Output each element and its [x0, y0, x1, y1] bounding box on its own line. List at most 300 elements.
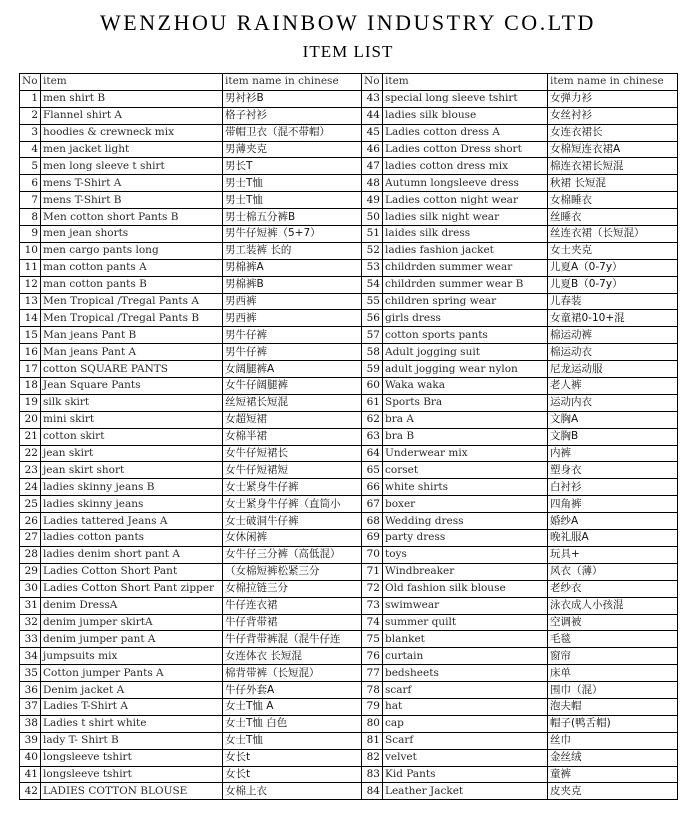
left-chinese-name-cell: 男士T恤	[223, 175, 362, 192]
header-chinese-right: item name in chinese	[548, 74, 678, 91]
right-item-name-cell: bra B	[383, 428, 548, 445]
left-number-cell: 11	[20, 259, 41, 276]
left-number-cell: 14	[20, 310, 41, 327]
right-number-cell: 44	[362, 107, 383, 124]
table-row	[20, 563, 678, 580]
table-row	[20, 546, 678, 563]
right-chinese-name-cell: 秋裙 长短混	[548, 175, 678, 192]
left-number-cell: 27	[20, 530, 41, 547]
right-chinese-name-cell: 金丝绒	[548, 749, 678, 766]
left-number-cell: 15	[20, 327, 41, 344]
left-number-cell: 10	[20, 242, 41, 259]
right-number-cell: 51	[362, 226, 383, 243]
right-chinese-name-cell: 玩具+	[548, 546, 678, 563]
right-number-cell: 55	[362, 293, 383, 310]
left-number-cell: 41	[20, 766, 41, 783]
left-item-name-cell: Men Tropical /Tregal Pants A	[41, 293, 223, 310]
right-number-cell: 62	[362, 411, 383, 428]
left-item-name-cell: men shirt B	[41, 90, 223, 107]
right-number-cell: 76	[362, 648, 383, 665]
left-number-cell: 32	[20, 614, 41, 631]
table-row	[20, 682, 678, 699]
right-item-name-cell: Wedding dress	[383, 513, 548, 530]
left-chinese-name-cell: 男衬衫B	[223, 90, 362, 107]
left-item-name-cell: ladies cotton pants	[41, 530, 223, 547]
right-item-name-cell: Ladies cotton night wear	[383, 192, 548, 209]
left-chinese-name-cell: 女牛仔短裙长	[223, 445, 362, 462]
left-item-name-cell: Man jeans Pant A	[41, 344, 223, 361]
left-chinese-name-cell: 女牛仔阔腿裤	[223, 378, 362, 395]
right-item-name-cell: ladies silk blouse	[383, 107, 548, 124]
left-item-name-cell: longsleeve tshirt	[41, 749, 223, 766]
right-chinese-name-cell: 皮夹克	[548, 783, 678, 800]
left-chinese-name-cell: 女士紧身牛仔裤（直筒小	[223, 496, 362, 513]
left-item-name-cell: ladies skinny jeans	[41, 496, 223, 513]
right-chinese-name-cell: 棉连衣裙长短混	[548, 158, 678, 175]
left-chinese-name-cell: 男士T恤	[223, 192, 362, 209]
left-chinese-name-cell: 牛仔外套A	[223, 682, 362, 699]
right-number-cell: 54	[362, 276, 383, 293]
right-item-name-cell: cotton sports pants	[383, 327, 548, 344]
left-item-name-cell: Jean Square Pants	[41, 378, 223, 395]
left-chinese-name-cell: 男士棉五分裤B	[223, 209, 362, 226]
left-chinese-name-cell: （女棉短裤松紧三分	[223, 563, 362, 580]
right-number-cell: 81	[362, 732, 383, 749]
left-chinese-name-cell: 女连体衣 长短混	[223, 648, 362, 665]
left-item-name-cell: Ladies t shirt white	[41, 715, 223, 732]
table-row	[20, 766, 678, 783]
right-number-cell: 57	[362, 327, 383, 344]
left-item-name-cell: men long sleeve t shirt	[41, 158, 223, 175]
right-chinese-name-cell: 儿夏B（0-7y）	[548, 276, 678, 293]
right-chinese-name-cell: 女弹力衫	[548, 90, 678, 107]
right-number-cell: 67	[362, 496, 383, 513]
right-chinese-name-cell: 尼龙运动服	[548, 361, 678, 378]
table-row	[20, 631, 678, 648]
left-number-cell: 17	[20, 361, 41, 378]
document-subtitle: ITEM LIST	[302, 42, 394, 61]
right-number-cell: 69	[362, 530, 383, 547]
left-item-name-cell: denim jumper skirtA	[41, 614, 223, 631]
table-row	[20, 749, 678, 766]
right-chinese-name-cell: 窗帘	[548, 648, 678, 665]
left-item-name-cell: Flannel shirt A	[41, 107, 223, 124]
left-chinese-name-cell: 女士T恤	[223, 732, 362, 749]
left-item-name-cell: Ladies tattered Jeans A	[41, 513, 223, 530]
right-item-name-cell: Waka waka	[383, 378, 548, 395]
left-chinese-name-cell: 女棉半裙	[223, 428, 362, 445]
left-item-name-cell: jean skirt short	[41, 462, 223, 479]
table-row	[20, 141, 678, 158]
right-number-cell: 52	[362, 242, 383, 259]
left-item-name-cell: men jean shorts	[41, 226, 223, 243]
right-item-name-cell: ladies cotton dress mix	[383, 158, 548, 175]
left-chinese-name-cell: 女长t	[223, 749, 362, 766]
table-row	[20, 124, 678, 141]
right-chinese-name-cell: 女棉短连衣裙A	[548, 141, 678, 158]
left-number-cell: 35	[20, 665, 41, 682]
right-item-name-cell: summer quilt	[383, 614, 548, 631]
left-item-name-cell: man cotton pants B	[41, 276, 223, 293]
right-chinese-name-cell: 女连衣裙长	[548, 124, 678, 141]
right-item-name-cell: party dress	[383, 530, 548, 547]
right-item-name-cell: bedsheets	[383, 665, 548, 682]
right-chinese-name-cell: 塑身衣	[548, 462, 678, 479]
left-chinese-name-cell: 男牛仔裤	[223, 344, 362, 361]
right-number-cell: 65	[362, 462, 383, 479]
left-number-cell: 2	[20, 107, 41, 124]
left-number-cell: 19	[20, 394, 41, 411]
right-chinese-name-cell: 运动内衣	[548, 394, 678, 411]
table-row	[20, 344, 678, 361]
left-item-name-cell: Cotton jumper Pants A	[41, 665, 223, 682]
right-number-cell: 50	[362, 209, 383, 226]
right-number-cell: 70	[362, 546, 383, 563]
right-item-name-cell: Adult jogging suit	[383, 344, 548, 361]
left-item-name-cell: cotton SQUARE PANTS	[41, 361, 223, 378]
header-chinese-left: item name in chinese	[223, 74, 362, 91]
left-item-name-cell: longsleeve tshirt	[41, 766, 223, 783]
left-chinese-name-cell: 男牛仔短裤（5+7）	[223, 226, 362, 243]
table-row	[20, 445, 678, 462]
left-chinese-name-cell: 男长T	[223, 158, 362, 175]
right-item-name-cell: ladies fashion jacket	[383, 242, 548, 259]
left-number-cell: 16	[20, 344, 41, 361]
right-item-name-cell: laides silk dress	[383, 226, 548, 243]
left-number-cell: 28	[20, 546, 41, 563]
left-item-name-cell: cotton skirt	[41, 428, 223, 445]
left-number-cell: 21	[20, 428, 41, 445]
table-row	[20, 665, 678, 682]
right-item-name-cell: childrden summer wear	[383, 259, 548, 276]
table-row	[20, 259, 678, 276]
left-item-name-cell: hoodies & crewneck mix	[41, 124, 223, 141]
left-chinese-name-cell: 女士破洞牛仔裤	[223, 513, 362, 530]
left-number-cell: 4	[20, 141, 41, 158]
right-chinese-name-cell: 女棉睡衣	[548, 192, 678, 209]
right-item-name-cell: Ladies cotton dress A	[383, 124, 548, 141]
right-item-name-cell: hat	[383, 698, 548, 715]
left-item-name-cell: lady T- Shirt B	[41, 732, 223, 749]
left-number-cell: 3	[20, 124, 41, 141]
left-item-name-cell: men jacket light	[41, 141, 223, 158]
header-no-right: No	[362, 74, 383, 91]
right-number-cell: 61	[362, 394, 383, 411]
right-number-cell: 83	[362, 766, 383, 783]
right-chinese-name-cell: 老人裤	[548, 378, 678, 395]
left-number-cell: 34	[20, 648, 41, 665]
table-row	[20, 479, 678, 496]
right-item-name-cell: Scarf	[383, 732, 548, 749]
right-item-name-cell: children spring wear	[383, 293, 548, 310]
left-chinese-name-cell: 女棉上衣	[223, 783, 362, 800]
table-row	[20, 192, 678, 209]
left-number-cell: 1	[20, 90, 41, 107]
left-chinese-name-cell: 男工装裤 长的	[223, 242, 362, 259]
right-chinese-name-cell: 棉运动裤	[548, 327, 678, 344]
left-item-name-cell: mini skirt	[41, 411, 223, 428]
table-body	[20, 90, 678, 799]
right-number-cell: 84	[362, 783, 383, 800]
header-no-left: No	[20, 74, 41, 91]
right-item-name-cell: velvet	[383, 749, 548, 766]
left-number-cell: 9	[20, 226, 41, 243]
right-chinese-name-cell: 丝睡衣	[548, 209, 678, 226]
table-row	[20, 209, 678, 226]
table-row	[20, 614, 678, 631]
right-item-name-cell: adult jogging wear nylon	[383, 361, 548, 378]
left-item-name-cell: mens T-Shirt B	[41, 192, 223, 209]
left-chinese-name-cell: 丝短裙长短混	[223, 394, 362, 411]
table-row	[20, 428, 678, 445]
right-chinese-name-cell: 晚礼服A	[548, 530, 678, 547]
left-chinese-name-cell: 格子衬衫	[223, 107, 362, 124]
left-number-cell: 22	[20, 445, 41, 462]
left-item-name-cell: Man jeans Pant B	[41, 327, 223, 344]
right-item-name-cell: Kid Pants	[383, 766, 548, 783]
right-number-cell: 60	[362, 378, 383, 395]
right-chinese-name-cell: 丝巾	[548, 732, 678, 749]
left-chinese-name-cell: 牛仔背带裙	[223, 614, 362, 631]
right-item-name-cell: Underwear mix	[383, 445, 548, 462]
table-row	[20, 394, 678, 411]
right-number-cell: 45	[362, 124, 383, 141]
right-number-cell: 46	[362, 141, 383, 158]
right-item-name-cell: blanket	[383, 631, 548, 648]
left-number-cell: 5	[20, 158, 41, 175]
left-chinese-name-cell: 女棉拉链三分	[223, 580, 362, 597]
left-chinese-name-cell: 男西裤	[223, 310, 362, 327]
table-row	[20, 580, 678, 597]
left-chinese-name-cell: 女士T恤 A	[223, 698, 362, 715]
right-number-cell: 77	[362, 665, 383, 682]
right-chinese-name-cell: 女童裙0-10+混	[548, 310, 678, 327]
left-item-name-cell: mens T-Shirt A	[41, 175, 223, 192]
right-item-name-cell: white shirts	[383, 479, 548, 496]
right-chinese-name-cell: 女士夹克	[548, 242, 678, 259]
right-chinese-name-cell: 床单	[548, 665, 678, 682]
right-item-name-cell: Old fashion silk blouse	[383, 580, 548, 597]
left-number-cell: 29	[20, 563, 41, 580]
left-item-name-cell: Men cotton short Pants B	[41, 209, 223, 226]
left-number-cell: 12	[20, 276, 41, 293]
table-row	[20, 175, 678, 192]
right-item-name-cell: Windbreaker	[383, 563, 548, 580]
right-item-name-cell: Autumn longsleeve dress	[383, 175, 548, 192]
left-chinese-name-cell: 女士T恤 白色	[223, 715, 362, 732]
left-number-cell: 26	[20, 513, 41, 530]
left-chinese-name-cell: 男棉裤B	[223, 276, 362, 293]
right-item-name-cell: toys	[383, 546, 548, 563]
left-number-cell: 20	[20, 411, 41, 428]
right-number-cell: 53	[362, 259, 383, 276]
right-number-cell: 72	[362, 580, 383, 597]
item-list-table	[19, 73, 678, 800]
left-number-cell: 23	[20, 462, 41, 479]
table-row	[20, 530, 678, 547]
right-item-name-cell: childrden summer wear B	[383, 276, 548, 293]
left-item-name-cell: ladies denim short pant A	[41, 546, 223, 563]
table-row	[20, 226, 678, 243]
right-item-name-cell: swimwear	[383, 597, 548, 614]
right-chinese-name-cell: 女丝衬衫	[548, 107, 678, 124]
right-chinese-name-cell: 婚纱A	[548, 513, 678, 530]
right-chinese-name-cell: 棉运动衣	[548, 344, 678, 361]
left-item-name-cell: jumpsuits mix	[41, 648, 223, 665]
table-row	[20, 411, 678, 428]
table-row	[20, 158, 678, 175]
right-number-cell: 59	[362, 361, 383, 378]
left-number-cell: 25	[20, 496, 41, 513]
right-item-name-cell: Sports Bra	[383, 394, 548, 411]
left-number-cell: 6	[20, 175, 41, 192]
table-row	[20, 783, 678, 800]
right-chinese-name-cell: 童裤	[548, 766, 678, 783]
left-number-cell: 8	[20, 209, 41, 226]
right-chinese-name-cell: 泡夫帽	[548, 698, 678, 715]
left-number-cell: 30	[20, 580, 41, 597]
left-chinese-name-cell: 女阔腿裤A	[223, 361, 362, 378]
left-item-name-cell: LADIES COTTON BLOUSE	[41, 783, 223, 800]
left-item-name-cell: denim jumper pant A	[41, 631, 223, 648]
table-row	[20, 378, 678, 395]
right-number-cell: 49	[362, 192, 383, 209]
right-chinese-name-cell: 内裤	[548, 445, 678, 462]
table-row	[20, 90, 678, 107]
left-chinese-name-cell: 女长t	[223, 766, 362, 783]
left-number-cell: 38	[20, 715, 41, 732]
table-header-row	[20, 74, 678, 91]
right-number-cell: 47	[362, 158, 383, 175]
right-chinese-name-cell: 白衬衫	[548, 479, 678, 496]
right-chinese-name-cell: 老纱衣	[548, 580, 678, 597]
right-chinese-name-cell: 文胸A	[548, 411, 678, 428]
left-number-cell: 7	[20, 192, 41, 209]
right-item-name-cell: girls dress	[383, 310, 548, 327]
right-number-cell: 78	[362, 682, 383, 699]
right-item-name-cell: bra A	[383, 411, 548, 428]
left-chinese-name-cell: 棉背带裤（长短混）	[223, 665, 362, 682]
left-number-cell: 18	[20, 378, 41, 395]
table-row	[20, 698, 678, 715]
right-item-name-cell: scarf	[383, 682, 548, 699]
table-row	[20, 293, 678, 310]
table-row	[20, 513, 678, 530]
left-chinese-name-cell: 男西裤	[223, 293, 362, 310]
table-row	[20, 310, 678, 327]
left-number-cell: 24	[20, 479, 41, 496]
left-number-cell: 37	[20, 698, 41, 715]
right-chinese-name-cell: 帽子(鸭舌帽)	[548, 715, 678, 732]
right-chinese-name-cell: 文胸B	[548, 428, 678, 445]
header-item-right: item	[383, 74, 548, 91]
header-item-left: item	[41, 74, 223, 91]
left-item-name-cell: Denim jacket A	[41, 682, 223, 699]
right-item-name-cell: ladies silk night wear	[383, 209, 548, 226]
table-row	[20, 107, 678, 124]
left-number-cell: 42	[20, 783, 41, 800]
right-chinese-name-cell: 儿夏A（0-7y）	[548, 259, 678, 276]
right-number-cell: 82	[362, 749, 383, 766]
table-row	[20, 327, 678, 344]
right-number-cell: 79	[362, 698, 383, 715]
right-chinese-name-cell: 儿春装	[548, 293, 678, 310]
right-number-cell: 58	[362, 344, 383, 361]
left-number-cell: 33	[20, 631, 41, 648]
left-item-name-cell: man cotton pants A	[41, 259, 223, 276]
right-number-cell: 75	[362, 631, 383, 648]
left-number-cell: 39	[20, 732, 41, 749]
right-number-cell: 56	[362, 310, 383, 327]
right-chinese-name-cell: 围巾（混）	[548, 682, 678, 699]
table-row	[20, 276, 678, 293]
left-chinese-name-cell: 男薄夹克	[223, 141, 362, 158]
table-row	[20, 732, 678, 749]
table-row	[20, 242, 678, 259]
left-chinese-name-cell: 男棉裤A	[223, 259, 362, 276]
right-item-name-cell: cap	[383, 715, 548, 732]
document-title: WENZHOU RAINBOW INDUSTRY CO.LTD	[100, 10, 596, 35]
table-row	[20, 361, 678, 378]
left-number-cell: 31	[20, 597, 41, 614]
right-item-name-cell: boxer	[383, 496, 548, 513]
right-item-name-cell: special long sleeve tshirt	[383, 90, 548, 107]
left-number-cell: 13	[20, 293, 41, 310]
right-number-cell: 68	[362, 513, 383, 530]
left-item-name-cell: Ladies Cotton Short Pant zipper	[41, 580, 223, 597]
right-chinese-name-cell: 丝连衣裙（长短混）	[548, 226, 678, 243]
left-item-name-cell: ladies skinny jeans B	[41, 479, 223, 496]
left-number-cell: 36	[20, 682, 41, 699]
right-chinese-name-cell: 四角裤	[548, 496, 678, 513]
right-number-cell: 64	[362, 445, 383, 462]
table-row	[20, 597, 678, 614]
left-chinese-name-cell: 女休闲裤	[223, 530, 362, 547]
table-row	[20, 462, 678, 479]
left-chinese-name-cell: 带帽卫衣（混不带帽）	[223, 124, 362, 141]
left-item-name-cell: Ladies Cotton Short Pant	[41, 563, 223, 580]
right-item-name-cell: corset	[383, 462, 548, 479]
right-item-name-cell: curtain	[383, 648, 548, 665]
right-number-cell: 80	[362, 715, 383, 732]
right-chinese-name-cell: 风衣（薄）	[548, 563, 678, 580]
right-number-cell: 74	[362, 614, 383, 631]
right-item-name-cell: Ladies cotton Dress short	[383, 141, 548, 158]
right-chinese-name-cell: 泳衣成人小孩混	[548, 597, 678, 614]
right-number-cell: 63	[362, 428, 383, 445]
left-chinese-name-cell: 牛仔连衣裙	[223, 597, 362, 614]
left-item-name-cell: silk skirt	[41, 394, 223, 411]
right-number-cell: 73	[362, 597, 383, 614]
right-number-cell: 71	[362, 563, 383, 580]
right-chinese-name-cell: 毛毯	[548, 631, 678, 648]
left-chinese-name-cell: 女士紧身牛仔裤	[223, 479, 362, 496]
left-number-cell: 40	[20, 749, 41, 766]
table-row	[20, 496, 678, 513]
left-item-name-cell: jean skirt	[41, 445, 223, 462]
table-row	[20, 648, 678, 665]
table-row	[20, 715, 678, 732]
right-number-cell: 43	[362, 90, 383, 107]
left-chinese-name-cell: 女牛仔三分裤（高低混）	[223, 546, 362, 563]
left-item-name-cell: Ladies T-Shirt A	[41, 698, 223, 715]
left-item-name-cell: denim DressA	[41, 597, 223, 614]
left-chinese-name-cell: 男牛仔裤	[223, 327, 362, 344]
right-chinese-name-cell: 空调被	[548, 614, 678, 631]
left-item-name-cell: Men Tropical /Tregal Pants B	[41, 310, 223, 327]
left-item-name-cell: men cargo pants long	[41, 242, 223, 259]
right-number-cell: 66	[362, 479, 383, 496]
